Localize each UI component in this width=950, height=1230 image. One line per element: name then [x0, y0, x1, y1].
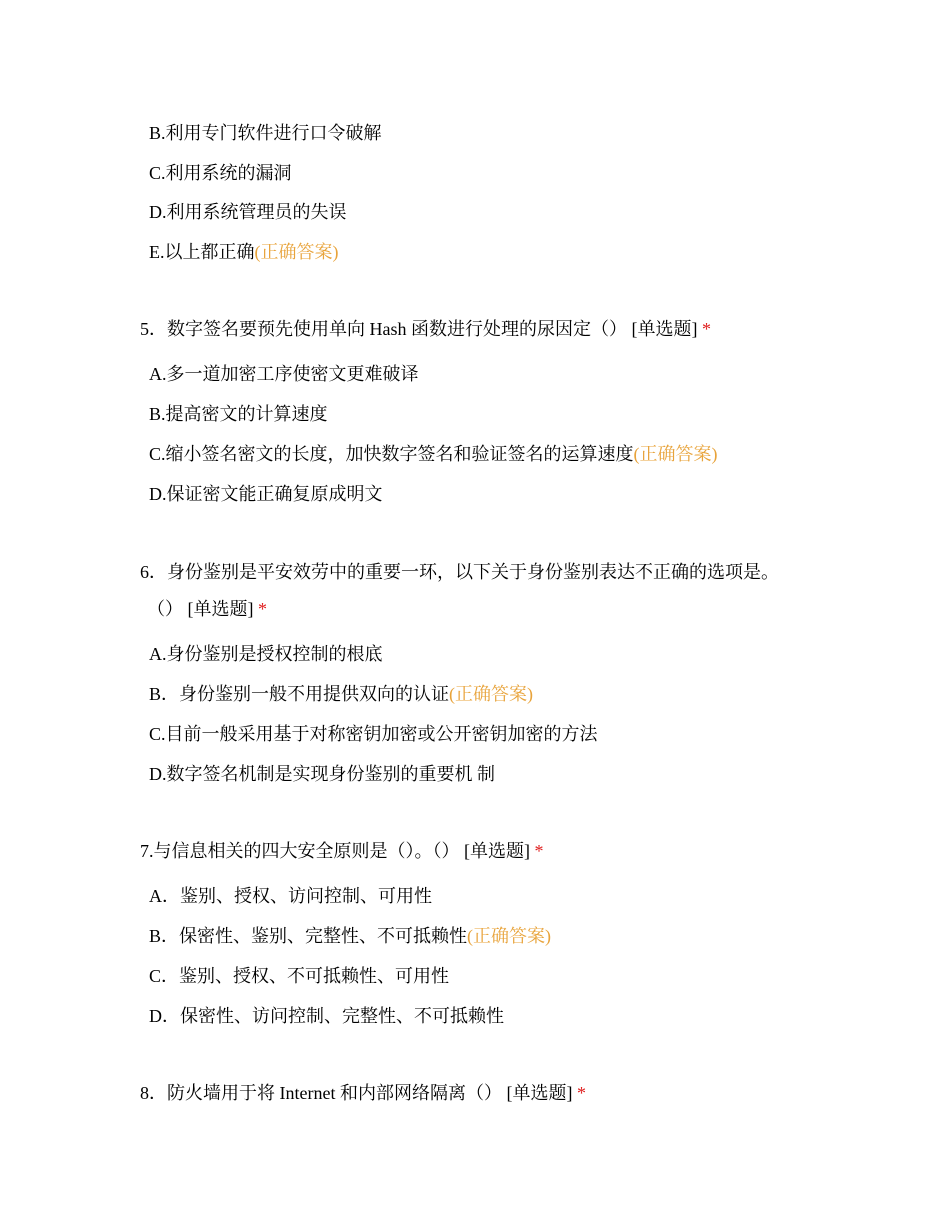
option-label: B．身份鉴别一般不用提供双向的认证	[149, 684, 450, 704]
q7-option-a[interactable]	[149, 884, 432, 908]
required-mark: *	[576, 1083, 586, 1103]
option-label: E.以上都正确	[149, 242, 255, 262]
q7-question	[140, 839, 544, 863]
option-label: C.缩小签名密文的长度，加快数字签名和验证签名的运算速度	[149, 444, 634, 464]
q7-option-b[interactable]	[149, 924, 551, 948]
correct-answer-tag: (正确答案)	[467, 926, 552, 946]
option-label: C.利用系统的漏洞	[149, 163, 292, 183]
question-text: 8．防火墙用于将 Internet 和内部网络隔离（）	[140, 1083, 502, 1103]
required-mark: *	[534, 841, 544, 861]
q6-option-a[interactable]	[149, 642, 383, 666]
option-label: B.提高密文的计算速度	[149, 404, 328, 424]
q7-option-d[interactable]	[149, 1004, 504, 1028]
correct-answer-tag: (正确答案)	[254, 242, 339, 262]
question-text-line2: （）	[147, 599, 183, 619]
question-type: [单选题]	[187, 599, 254, 619]
correct-answer-tag: (正确答案)	[633, 444, 718, 464]
q5-question	[140, 317, 711, 341]
q6-question	[140, 560, 779, 584]
option-label: A.身份鉴别是授权控制的根底	[149, 644, 383, 664]
correct-answer-tag: (正确答案)	[449, 684, 534, 704]
q5-option-d[interactable]	[149, 482, 383, 506]
q6-option-c[interactable]	[149, 722, 598, 746]
option-label: B.利用专门软件进行口令破解	[149, 123, 382, 143]
question-type: [单选题]	[631, 319, 698, 339]
q6-option-b[interactable]	[149, 682, 533, 706]
q4-option-b[interactable]	[149, 121, 382, 145]
q5-option-c[interactable]	[149, 442, 718, 466]
q6-question-cont	[147, 597, 267, 621]
option-label: D.保证密文能正确复原成明文	[149, 484, 383, 504]
q4-option-e[interactable]	[149, 240, 339, 264]
option-label: D.数字签名机制是实现身份鉴别的重要机 制	[149, 764, 495, 784]
question-type: [单选题]	[506, 1083, 573, 1103]
question-text: 7.与信息相关的四大安全原则是（）。（）	[140, 841, 460, 861]
required-mark: *	[702, 319, 711, 339]
option-label: D.利用系统管理员的失误	[149, 202, 347, 222]
option-label: C.目前一般采用基于对称密钥加密或公开密钥加密的方法	[149, 724, 598, 744]
option-label: C．鉴别、授权、不可抵赖性、可用性	[149, 966, 450, 986]
q5-option-b[interactable]	[149, 402, 328, 426]
question-text: 5．数字签名要预先使用单向 Hash 函数进行处理的尿因定（）	[140, 319, 627, 339]
option-label: A．鉴别、授权、访问控制、可用性	[149, 886, 432, 906]
required-mark: *	[258, 599, 267, 619]
q8-question	[140, 1081, 586, 1105]
q4-option-c[interactable]	[149, 161, 292, 185]
q4-option-d[interactable]	[149, 200, 347, 224]
question-type: [单选题]	[464, 841, 530, 861]
q5-option-a[interactable]	[149, 362, 419, 386]
q6-option-d[interactable]	[149, 762, 495, 786]
option-label: B．保密性、鉴别、完整性、不可抵赖性	[149, 926, 468, 946]
q7-option-c[interactable]	[149, 964, 449, 988]
option-label: D．保密性、访问控制、完整性、不可抵赖性	[149, 1006, 504, 1026]
question-text-line1: 6．身份鉴别是平安效劳中的重要一环，以下关于身份鉴别表达不正确的选项是。	[140, 562, 779, 582]
option-label: A.多一道加密工序使密文更难破译	[149, 364, 419, 384]
